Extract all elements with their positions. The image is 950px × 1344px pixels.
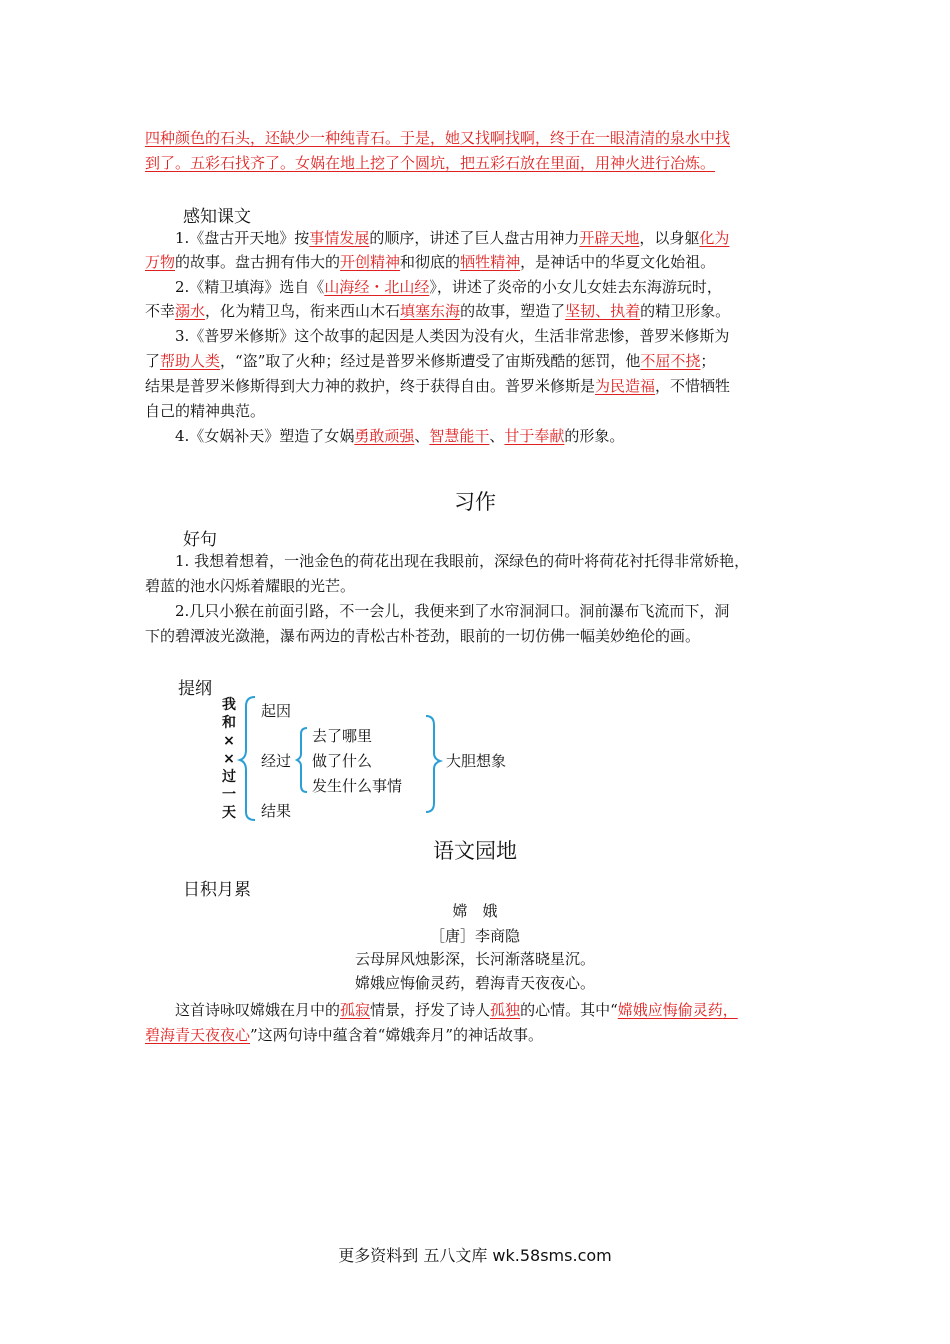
answer: 甘于奉献 xyxy=(504,427,565,445)
answer: 智慧能干 xyxy=(429,427,490,445)
outline-topic-char: 和 xyxy=(222,715,236,731)
answer: 开创精神 xyxy=(340,253,401,271)
outline-topic-char: 过 xyxy=(222,769,236,785)
outline-sub-3: 发生什么事情 xyxy=(312,777,403,795)
answer: 勇敢顽强 xyxy=(354,427,415,445)
answer: 事情发展 xyxy=(309,229,370,247)
text: 的心情。其中“ xyxy=(520,1001,618,1019)
text: 的形象。 xyxy=(564,427,625,445)
answer: 开辟天地 xyxy=(579,229,640,247)
poem-note-line1 xyxy=(175,998,738,1023)
answer: 坚韧、执着 xyxy=(565,302,641,320)
intro-line-1: 四种颜色的石头，还缺少一种纯青石。于是，她又找啊找啊，终于在一眼清清的泉水中找 xyxy=(145,129,731,147)
text: 的故事。盘古拥有伟大的 xyxy=(175,253,341,271)
tigang-heading: 提纲 xyxy=(178,679,212,699)
outline-right: 大胆想象 xyxy=(446,752,507,770)
left-brace-big xyxy=(240,697,255,820)
text: 不幸 xyxy=(145,302,176,320)
poem-note-line2 xyxy=(145,1023,543,1048)
answer: 牺牲精神 xyxy=(460,253,521,271)
ganzhi-p3-line1: 3.《普罗米修斯》这个故事的起因是人类因为没有火，生活非常悲惨，普罗米修斯为 xyxy=(175,327,730,345)
text: 》，讲述了炎帝的小女儿女娃去东海游玩时， xyxy=(429,278,722,296)
ganzhi-p3-line4: 自己的精神典范。 xyxy=(145,402,266,420)
text: 2.《精卫填海》选自《 xyxy=(175,278,325,296)
answer: 孤寂 xyxy=(340,1001,371,1019)
outline-qiyin: 起因 xyxy=(261,702,292,720)
footer-text[interactable]: 更多资料到 五八文库 wk.58sms.com xyxy=(338,1246,612,1265)
intro-line-2: 到了。五彩石找齐了。女娲在地上挖了个圆坑，把五彩石放在里面，用神火进行冶炼。 xyxy=(145,154,716,172)
outline-jingguo: 经过 xyxy=(261,752,292,770)
answer: 万物 xyxy=(145,253,176,271)
text: 4.《女娲补天》塑造了女娲 xyxy=(175,427,355,445)
outline-sub-1: 去了哪里 xyxy=(312,727,373,745)
answer: 溺水 xyxy=(175,302,206,320)
text: 的故事，塑造了 xyxy=(460,302,566,320)
text: ； xyxy=(700,352,716,370)
left-brace-small xyxy=(297,728,307,792)
text: ，“盗”取了火种；经过是普罗米修斯遭受了宙斯残酷的惩罚，他 xyxy=(220,352,641,370)
haoju-s2-line2: 下的碧潭波光潋滟，瀑布两边的青松古朴苍劲，眼前的一切仿佛一幅美妙绝伦的画。 xyxy=(145,627,701,645)
answer: 山海经・北山经 xyxy=(324,278,430,296)
riji-heading: 日积月累 xyxy=(183,880,251,900)
outline-topic-char: 一 xyxy=(222,787,236,803)
outline-sub-2: 做了什么 xyxy=(312,752,373,770)
text: 、 xyxy=(489,427,505,445)
text: ，是神话中的华夏文化始祖。 xyxy=(520,253,716,271)
answer: 不屈不挠 xyxy=(640,352,701,370)
answer: 碧海青天夜夜心 xyxy=(145,1026,251,1044)
text: 、 xyxy=(414,427,430,445)
xizuo-title: 习作 xyxy=(454,490,496,514)
answer: 化为 xyxy=(699,229,730,247)
text: 结果是普罗米修斯得到大力神的救护，终于获得自由。普罗米修斯是 xyxy=(145,377,596,395)
outline-topic-char: × xyxy=(223,751,235,767)
outline-topic-char: × xyxy=(223,733,235,749)
outline-topic-char: 天 xyxy=(222,805,236,821)
haoju-heading: 好句 xyxy=(183,530,217,550)
poem-line-2: 嫦娥应悔偷灵药，碧海青天夜夜心。 xyxy=(354,974,595,992)
text: ，化为精卫鸟，衔来西山木石 xyxy=(205,302,401,320)
text: ，不惜牺牲 xyxy=(655,377,731,395)
outline-jieguo: 结果 xyxy=(261,802,292,820)
answer: 填塞东海 xyxy=(400,302,461,320)
poem-title: 嫦 娥 xyxy=(452,902,498,920)
text: 这首诗咏叹嫦娥在月中的 xyxy=(175,1001,341,1019)
outline-topic-char: 我 xyxy=(222,697,236,713)
answer: 嫦娥应悔偷灵药， xyxy=(617,1001,738,1019)
haoju-s2-line1: 2.几只小猴在前面引路，不一会儿，我便来到了水帘洞洞口。洞前瀑布飞流而下，洞 xyxy=(175,602,730,620)
text: 和彻底的 xyxy=(400,253,461,271)
right-brace xyxy=(426,716,440,812)
poem-author: ［唐］李商隐 xyxy=(429,927,520,945)
ganzhi-heading: 感知课文 xyxy=(183,207,251,227)
yuwen-title: 语文园地 xyxy=(433,839,517,863)
haoju-s1-line2: 碧蓝的池水闪烁着耀眼的光芒。 xyxy=(145,577,356,595)
text: 1.《盘古开天地》按 xyxy=(175,229,310,247)
answer: 为民造福 xyxy=(595,377,656,395)
answer: 帮助人类 xyxy=(160,352,221,370)
poem-line-1: 云母屏风烛影深，长河渐落晓星沉。 xyxy=(354,950,595,968)
answer: 孤独 xyxy=(490,1001,521,1019)
haoju-s1-line1: 1. 我想着想着，一池金色的荷花出现在我眼前，深绿色的荷叶将荷花衬托得非常娇艳， xyxy=(175,552,750,570)
text: ”这两句诗中蕴含着“嫦娥奔月”的神话故事。 xyxy=(250,1026,544,1044)
text: 情景，抒发了诗人 xyxy=(370,1001,491,1019)
text: 的顺序，讲述了巨人盘古用神力 xyxy=(369,229,580,247)
text: 了 xyxy=(145,352,161,370)
text: ，以身躯 xyxy=(639,229,700,247)
text: 的精卫形象。 xyxy=(640,302,731,320)
